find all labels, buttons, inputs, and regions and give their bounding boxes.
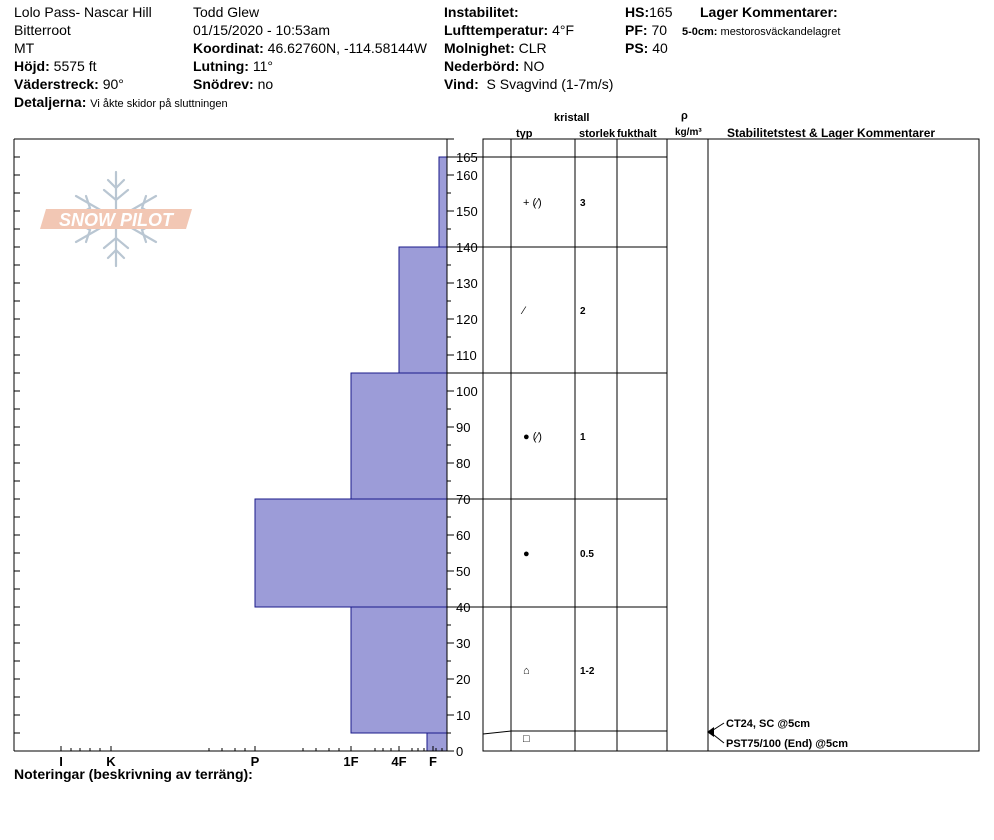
type-column-header: typ (516, 128, 533, 140)
size-column-header: storlek (579, 128, 616, 140)
coordinates-label: Koordinat: (193, 40, 264, 56)
depth-tick-label: 160 (456, 168, 478, 183)
hardness-label: P (250, 754, 260, 769)
slope-label: Lutning: (193, 58, 249, 74)
precip-value: NO (523, 58, 545, 74)
layer-boundary (483, 731, 511, 734)
stability-test: PST75/100 (End) @5cm (726, 738, 848, 750)
hardness-bar (351, 607, 447, 733)
density-unit: kg/m³ (675, 127, 702, 138)
grain-size: 0.5 (580, 549, 594, 560)
density-symbol: ρ (681, 110, 688, 122)
depth-tick-label: 0 (456, 744, 464, 759)
crystal-type: □ (523, 733, 530, 745)
air-temp-label: Lufttemperatur: (444, 22, 549, 38)
ps-value: 40 (652, 40, 668, 56)
hardness-bar (351, 373, 447, 499)
details-value: Vi åkte skidor på sluttningen (90, 98, 228, 110)
moisture-column-header: fukthalt (617, 128, 657, 140)
elevation-label: Höjd: (14, 58, 50, 74)
stability-label: Instabilitet: (444, 4, 519, 20)
depth-tick-label: 20 (456, 672, 471, 687)
hardness-profile (255, 157, 447, 751)
depth-tick-label: 50 (456, 564, 471, 579)
depth-tick-label: 80 (456, 456, 471, 471)
elevation-value: 5575 ft (53, 58, 97, 74)
crystal-type: ● (523, 548, 530, 560)
wind-label: Vind: (444, 76, 479, 92)
depth-tick-label: 165 (456, 150, 478, 165)
layer-comment-depth: 5-0cm: (682, 26, 718, 38)
hs-label: HS: (625, 4, 650, 20)
grain-size: 3 (580, 198, 586, 209)
depth-tick-label: 10 (456, 708, 471, 723)
depth-tick-label: 40 (456, 600, 471, 615)
crystal-type: ⌂ (523, 665, 530, 677)
hardness-label: I (59, 754, 63, 769)
depth-tick-label: 110 (456, 348, 477, 363)
aspect-label: Väderstreck: (14, 76, 99, 92)
sky-label: Molnighet: (444, 40, 515, 56)
grain-size: 2 (580, 306, 586, 317)
depth-tick-label: 30 (456, 636, 471, 651)
layer-comments-heading: Lager Kommentarer: (700, 4, 838, 20)
layer-table-frame (483, 139, 979, 751)
crystal-type: ● (⁄) (523, 431, 542, 443)
stability-test: CT24, SC @5cm (726, 718, 811, 730)
aspect-value: 90° (102, 76, 124, 92)
wind-loading-label: Snödrev: (193, 76, 254, 92)
wind-value: S Svagvind (1-7m/s) (486, 76, 614, 92)
slope-value: 11° (252, 58, 274, 74)
depth-tick-label: 120 (456, 312, 478, 327)
depth-tick-label: 100 (456, 384, 478, 399)
stability-column-header: Stabilitetstest & Lager Kommentarer (727, 126, 936, 140)
hardness-bar (399, 247, 447, 373)
crystal-type: + (⁄) (523, 197, 542, 209)
location-name: Lolo Pass- Nascar Hill (14, 4, 152, 20)
snow-pilot-logo (40, 172, 192, 266)
air-temp-value: 4°F (552, 22, 575, 38)
observation-datetime: 01/15/2020 - 10:53am (193, 22, 330, 38)
precip-label: Nederbörd: (444, 58, 520, 74)
depth-tick-label: 140 (456, 240, 478, 255)
hardness-label: 1F (343, 754, 359, 769)
state: MT (14, 40, 35, 56)
mountain-range: Bitterroot (14, 22, 71, 38)
profile-grid (14, 139, 979, 769)
depth-tick-label: 60 (456, 528, 471, 543)
hardness-label: F (429, 754, 437, 769)
ps-label: PS: (625, 40, 649, 56)
depth-tick-label: 70 (456, 492, 471, 507)
pf-label: PF: (625, 22, 648, 38)
crystal-group-header: kristall (554, 112, 590, 124)
details-label: Detaljerna: (14, 94, 87, 110)
wind-loading-value: no (257, 76, 274, 92)
hs-value: 165 (649, 4, 673, 20)
hardness-bar (427, 733, 447, 751)
logo-text: SNOW PILOT (59, 210, 173, 230)
depth-tick-label: 150 (456, 204, 478, 219)
grain-size: 1 (580, 432, 586, 443)
terrain-notes-label: Noteringar (beskrivning av terräng): (14, 766, 253, 782)
depth-tick-label: 90 (456, 420, 471, 435)
coordinates-value: 46.62760N, -114.58144W (267, 40, 427, 56)
layer-comment-text: mestorosväckandelagret (720, 26, 841, 38)
depth-tick-label: 130 (456, 276, 478, 291)
hardness-bar (439, 157, 447, 247)
pf-value: 70 (651, 22, 668, 38)
sky-value: CLR (518, 40, 547, 56)
hardness-bar (255, 499, 447, 607)
hardness-label: 4F (391, 754, 407, 769)
grain-size: 1-2 (580, 666, 595, 677)
observer-name: Todd Glew (193, 4, 260, 20)
hardness-label: K (106, 754, 116, 769)
crystal-type: ⁄ (523, 305, 525, 317)
